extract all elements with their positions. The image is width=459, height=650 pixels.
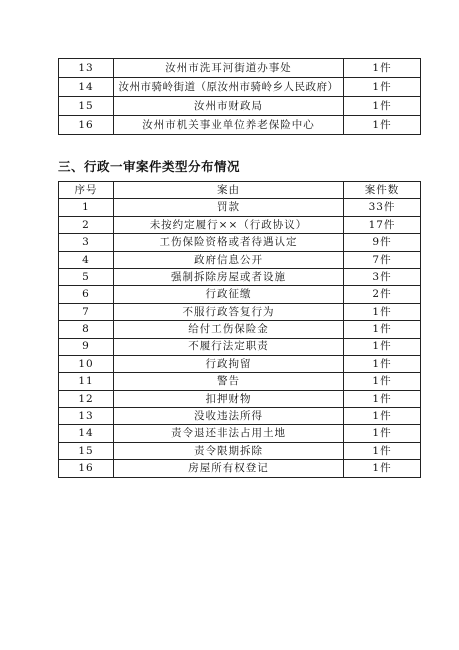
case-count: 1件 [344, 78, 421, 97]
table-row [59, 460, 421, 477]
table-row [59, 116, 421, 135]
case-count: 17件 [344, 216, 421, 233]
case-count: 1件 [344, 97, 421, 116]
row-number: 10 [59, 355, 114, 372]
case-count: 1件 [344, 338, 421, 355]
case-cause: 没收违法所得 [114, 408, 344, 425]
table-row [59, 251, 421, 268]
case-cause: 工伤保险资格或者待遇认定 [114, 234, 344, 251]
agency-name: 汝州市机关事业单位养老保险中心 [114, 116, 344, 135]
case-cause: 罚款 [114, 199, 344, 216]
row-number: 16 [59, 116, 114, 135]
table-row [59, 355, 421, 372]
table-row [59, 425, 421, 442]
case-count: 7件 [344, 251, 421, 268]
table-row [59, 59, 421, 78]
row-number: 13 [59, 408, 114, 425]
row-number: 16 [59, 460, 114, 477]
row-number: 11 [59, 373, 114, 390]
agency-name: 汝州市财政局 [114, 97, 344, 116]
row-number: 6 [59, 286, 114, 303]
case-cause: 责令退还非法占用土地 [114, 425, 344, 442]
row-number: 12 [59, 390, 114, 407]
case-count: 1件 [344, 303, 421, 320]
header-number: 序号 [59, 182, 114, 199]
section-heading: 三、行政一审案件类型分布情况 [58, 159, 241, 174]
table-row [59, 321, 421, 338]
row-number: 15 [59, 97, 114, 116]
table-row [59, 199, 421, 216]
row-number: 2 [59, 216, 114, 233]
case-cause: 不履行法定职责 [114, 338, 344, 355]
table-row [59, 234, 421, 251]
table-row [59, 338, 421, 355]
case-count: 9件 [344, 234, 421, 251]
case-count: 1件 [344, 321, 421, 338]
row-number: 8 [59, 321, 114, 338]
row-number: 15 [59, 442, 114, 459]
table-row [59, 268, 421, 285]
case-cause: 房屋所有权登记 [114, 460, 344, 477]
case-cause: 不服行政答复行为 [114, 303, 344, 320]
agency-name: 汝州市洗耳河街道办事处 [114, 59, 344, 78]
case-count: 1件 [344, 373, 421, 390]
row-number: 14 [59, 425, 114, 442]
case-cause: 警告 [114, 373, 344, 390]
case-count: 2件 [344, 286, 421, 303]
case-count: 1件 [344, 408, 421, 425]
case-count: 1件 [344, 460, 421, 477]
case-count: 33件 [344, 199, 421, 216]
case-count: 1件 [344, 442, 421, 459]
row-number: 9 [59, 338, 114, 355]
table-row [59, 390, 421, 407]
row-number: 14 [59, 78, 114, 97]
case-cause: 扣押财物 [114, 390, 344, 407]
header-cause: 案由 [114, 182, 344, 199]
case-count: 1件 [344, 355, 421, 372]
row-number: 1 [59, 199, 114, 216]
table-row [59, 286, 421, 303]
table-header-row [59, 182, 421, 199]
case-cause: 政府信息公开 [114, 251, 344, 268]
case-count: 3件 [344, 268, 421, 285]
table-row [59, 408, 421, 425]
row-number: 5 [59, 268, 114, 285]
case-cause: 未按约定履行××（行政协议） [114, 216, 344, 233]
case-cause: 给付工伤保险金 [114, 321, 344, 338]
table-row [59, 373, 421, 390]
row-number: 7 [59, 303, 114, 320]
case-count: 1件 [344, 116, 421, 135]
row-number: 4 [59, 251, 114, 268]
case-count: 1件 [344, 59, 421, 78]
table-row [59, 442, 421, 459]
case-cause: 行政拘留 [114, 355, 344, 372]
row-number: 3 [59, 234, 114, 251]
table-row [59, 303, 421, 320]
case-count: 1件 [344, 425, 421, 442]
agency-name: 汝州市骑岭街道（原汝州市骑岭乡人民政府） [114, 78, 344, 97]
row-number: 13 [59, 59, 114, 78]
table-row [59, 216, 421, 233]
case-cause: 强制拆除房屋或者设施 [114, 268, 344, 285]
header-count: 案件数 [344, 182, 421, 199]
case-type-table [58, 181, 421, 478]
case-count: 1件 [344, 390, 421, 407]
case-cause: 责令限期拆除 [114, 442, 344, 459]
table-row [59, 97, 421, 116]
case-cause: 行政征缴 [114, 286, 344, 303]
agency-table [58, 58, 421, 135]
table-row [59, 78, 421, 97]
